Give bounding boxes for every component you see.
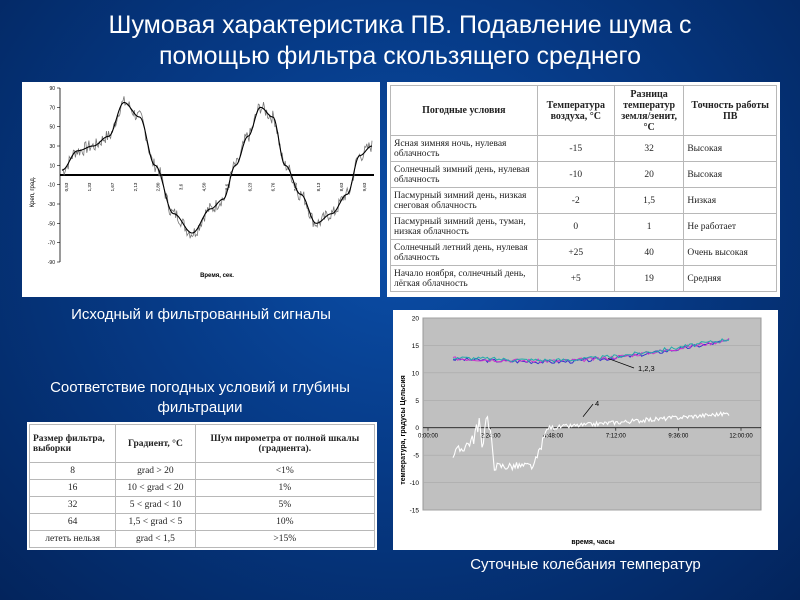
signal-ytick-label: 30 [49,144,55,150]
weather-cell: -10 [537,162,614,188]
weather-row [391,136,777,162]
temp-xtick-label: 12:00:00 [729,433,753,440]
weather-cell: Пасмурный зимний день, низкая снеговая облачность [391,188,538,214]
weather-row [391,162,777,188]
weather-header-accuracy: Точность работы ПВ [684,86,777,136]
filter-header-gradient: Градиент, °С [116,425,195,463]
signal-ytick-label: -90 [47,260,55,266]
signal-xtick-label: 1,67 [109,182,115,192]
signal-ytick-label: -70 [47,240,55,247]
signal-ytick-label: -30 [47,202,55,208]
filter-header-size: Размер фильтра, выборки [30,425,116,463]
temp-chart [393,310,778,550]
temp-plot-area [423,318,761,510]
signal-xtick-label: 4,50 [201,182,207,192]
signal-ytick-label: 10 [49,163,55,170]
weather-table [390,85,777,292]
weather-cell: 0 [537,214,614,240]
signal-xtick-label: 5,6 [224,183,230,191]
weather-row [391,188,777,214]
weather-cell: Средняя [684,266,777,292]
filter-cell: лететь нельзя [30,531,116,548]
signal-xtick-label: 6,76 [270,182,276,192]
weather-cell: Не работает [684,214,777,240]
filter-table [29,424,375,548]
filter-cell: <1% [195,463,374,480]
temp-xtick-label: 9:36:00 [668,433,689,440]
signal-ytick-label: 90 [49,86,55,92]
signal-xtick-label: 3,6 [178,183,184,191]
label-123: 1,2,3 [638,364,655,373]
filter-row [30,531,375,548]
daily-caption: Суточные колебания температур [470,556,701,573]
temp-xtick-label: 0:00:00 [417,433,439,440]
temp-xlabel: время, часы [571,539,615,546]
weather-cell: Высокая [684,162,777,188]
filter-cell: 10% [195,514,374,531]
weather-cell: 1 [614,214,683,240]
correspondence-caption: Соответствие погодных условий и глубины фильтрации [50,379,350,416]
temp-chart-panel [393,310,778,550]
weather-cell: Ясная зимняя ночь, нулевая облачность [391,136,538,162]
signal-xtick-label: 2,13 [132,182,138,192]
page-title: Шумовая характеристика ПВ. Подавление шума с помощью фильтра скользящего среднего [108,11,692,70]
filter-row [30,514,375,531]
temp-xtick-label: 4:48:00 [543,433,564,440]
weather-cell: +25 [537,240,614,266]
filter-row [30,497,375,514]
weather-header-temp-diff: Разница температур земля/зенит, °С [614,86,683,136]
signal-ytick-label: 50 [49,124,55,131]
temp-xtick-label: 2:24:00 [480,433,501,440]
signal-xlabel: Время, сек. [200,273,234,279]
signal-ytick-label: -10 [47,182,55,189]
weather-cell: Начало ноября, солнечный день, лёгкая облачность [391,266,538,292]
signal-xtick-label: 0,53 [64,182,69,192]
weather-cell: 1,5 [614,188,683,214]
signals-caption: Исходный и фильтрованный сигналы [71,306,331,323]
filter-cell: 10 < grad < 20 [116,480,195,497]
weather-cell: -15 [537,136,614,162]
signal-xtick-label: 7,30 [293,182,299,192]
temp-ytick-label: 15 [411,342,419,350]
filter-cell: 1,5 < grad < 5 [116,514,195,531]
temp-ylabel: температура, градусы Цельсия [400,375,407,485]
weather-header-air-temp: Температура воздуха, °С [537,86,614,136]
label-4: 4 [595,399,600,409]
filter-header-noise: Шум пирометра от полной шкалы (градиента). [195,425,374,463]
weather-cell: Солнечный зимний день, нулевая облачность [391,162,538,188]
weather-cell: +5 [537,266,614,292]
signal-xtick-label: 6,23 [247,182,253,192]
signal-chart-panel [22,82,380,297]
weather-cell: Высокая [684,136,777,162]
filter-cell: 64 [30,514,116,531]
weather-row [391,240,777,266]
weather-cell: Солнечный летний день, нулевая облачность [391,240,538,266]
weather-header-conditions: Погодные условия [391,86,538,136]
signal-xtick-label: 9,63 [362,182,367,192]
signal-xtick-label: 2,80 [155,182,161,192]
filter-row [30,463,375,480]
signal-ytick-label: 70 [49,105,55,112]
filter-cell: >15% [195,531,374,548]
weather-cell: 19 [614,266,683,292]
signal-ytick-label: -50 [47,221,55,228]
temp-ytick-label: 0 [415,425,419,433]
weather-cell: Низкая [684,188,777,214]
signal-ylabel: Креп, град. [30,176,36,208]
filter-cell: grad < 1,5 [116,531,195,548]
signal-chart [22,82,380,297]
filter-table-panel [27,422,377,550]
temp-ytick-label: 10 [411,370,419,378]
temp-ytick-label: 20 [411,315,419,323]
weather-cell: -2 [537,188,614,214]
weather-cell: Очень высокая [684,240,777,266]
signal-xtick-label: 8,13 [316,182,322,192]
weather-cell: 32 [614,136,683,162]
temp-ytick-label: 5 [415,397,419,405]
signal-xtick-label: 1,33 [86,182,92,192]
filter-cell: 5% [195,497,374,514]
weather-cell: Пасмурный зимний день, туман, низкая облачность [391,214,538,240]
filter-cell: 1% [195,480,374,497]
signal-xtick-label: 8,63 [339,182,345,192]
temp-ytick-label: -5 [413,452,419,460]
temp-xtick-label: 7:12:00 [605,433,626,440]
temp-ytick-label: -10 [409,480,419,488]
filter-cell: 8 [30,463,116,480]
filter-row [30,480,375,497]
weather-cell: 20 [614,162,683,188]
filter-cell: 5 < grad < 10 [116,497,195,514]
filter-cell: 32 [30,497,116,514]
weather-row [391,214,777,240]
filter-cell: 16 [30,480,116,497]
filter-cell: grad > 20 [116,463,195,480]
temp-ytick-label: -15 [409,507,419,515]
weather-table-panel [387,82,780,297]
weather-cell: 40 [614,240,683,266]
weather-row [391,266,777,292]
